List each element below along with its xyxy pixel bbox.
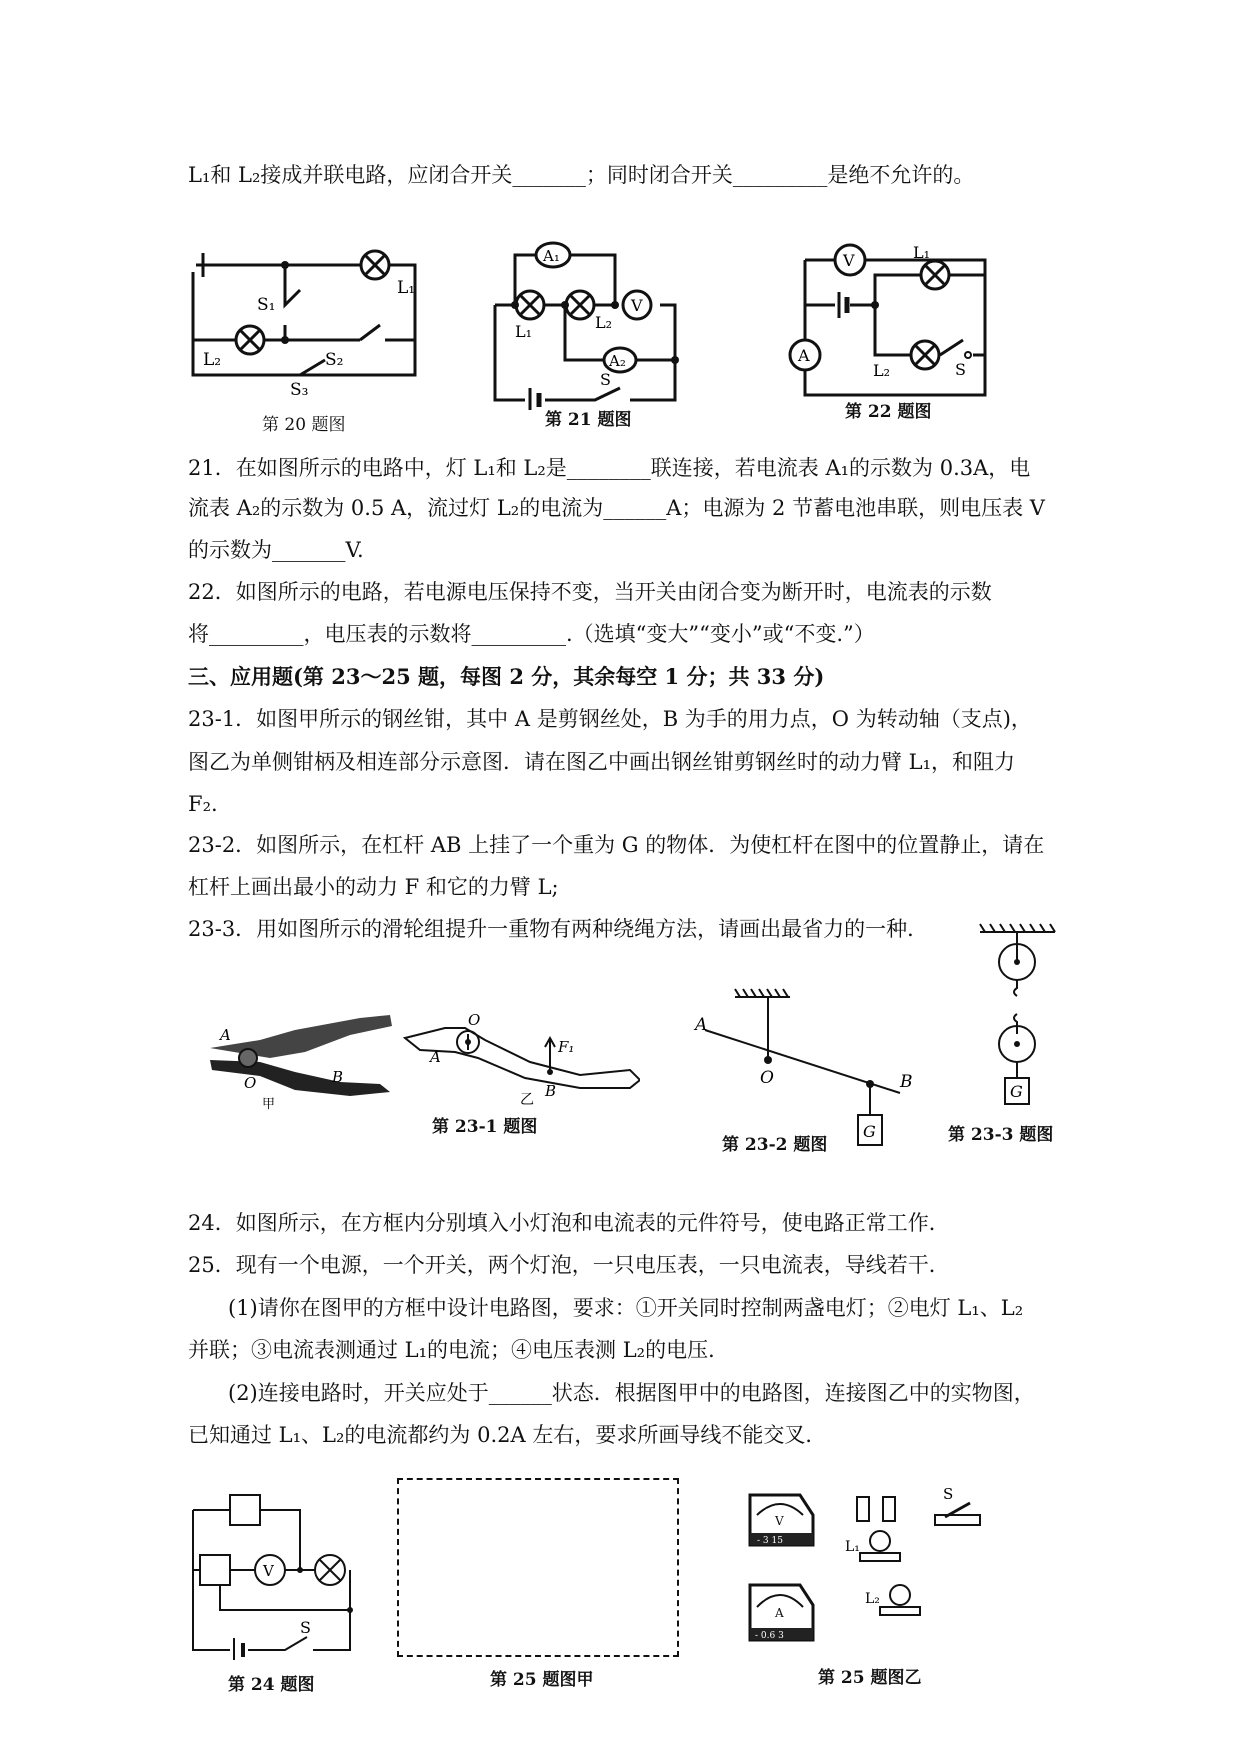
- figure-25-jia-design-box[interactable]: [397, 1478, 679, 1657]
- fig21-label-V: V: [631, 296, 643, 315]
- figure-25-yi-components: [745, 1485, 1005, 1660]
- fig23-1-label-B2: B: [545, 1082, 557, 1100]
- fig23-2-label-O: O: [760, 1068, 774, 1088]
- figure-21-circuit: [485, 240, 685, 410]
- fig20-label-L2: L₂: [203, 350, 222, 370]
- fig20-label-S3: S₃: [290, 380, 309, 395]
- fig22-caption: 第 22 题图: [845, 402, 932, 422]
- q21-line2: 流表 A₂的示数为 0.5 A，流过灯 L₂的电流为______A；电源为 2 节蓄电池串联，则电压表 V: [188, 496, 1045, 520]
- fig23-2-label-B: B: [900, 1072, 913, 1092]
- fig25-ammeter-scale: - 0.6 3: [755, 1631, 784, 1641]
- fig21-label-A2: A₂: [609, 352, 626, 370]
- q23-1-line3: F₂.: [188, 792, 218, 816]
- fig23-1-label-O: O: [244, 1074, 257, 1092]
- fig25-bulb-L1: L₁: [845, 1539, 860, 1555]
- q25-part1-line2: 并联；③电流表测通过 L₁的电流；④电压表测 L₂的电压．: [188, 1338, 730, 1362]
- q25-part1-line1: (1)请你在图甲的方框中设计电路图，要求：①开关同时控制两盏电灯；②电灯 L₁、L₂: [228, 1296, 1024, 1320]
- bulb-L1-icon: [845, 1531, 900, 1561]
- fig25-bulb-L2: L₂: [865, 1591, 880, 1607]
- q23-2-line1: 23-2．如图所示，在杠杆 AB 上挂了一个重为 G 的物体．为使杠杆在图中的位置静止，请在: [188, 833, 1045, 857]
- fig23-1-label-A2: A: [430, 1048, 441, 1066]
- fig20-label-S1: S₁: [257, 295, 276, 315]
- fig25-yi-caption: 第 25 题图乙: [818, 1668, 922, 1688]
- ammeter-icon: [750, 1585, 813, 1641]
- fig21-label-A1: A₁: [543, 247, 560, 265]
- q21-line3: 的示数为_______V.: [188, 538, 364, 562]
- fig23-1-label-A: A: [220, 1026, 231, 1044]
- fig23-3-label-G: G: [1010, 1082, 1023, 1101]
- q25-part2-line2: 已知通过 L₁、L₂的电流都约为 0.2A 左右，要求所画导线不能交叉．: [188, 1423, 827, 1447]
- q23-2-line2: 杠杆上画出最小的动力 F 和它的力臂 L;: [188, 875, 559, 899]
- q23-3-line: 23-3．用如图所示的滑轮组提升一重物有两种绕绳方法，请画出最省力的一种．: [188, 917, 929, 941]
- fig23-3-caption: 第 23-3 题图: [948, 1125, 1054, 1145]
- fig23-2-caption: 第 23-2 题图: [722, 1135, 828, 1155]
- fig22-label-S: S: [955, 360, 966, 379]
- fig21-label-L1: L₁: [515, 322, 533, 341]
- q23-1-line2: 图乙为单侧钳柄及相连部分示意图．请在图乙中画出钢丝钳剪钢丝时的动力臂 L₁，和阻力: [188, 750, 1016, 774]
- figure-20-circuit: [185, 245, 425, 395]
- fig23-1-label-O2: O: [468, 1011, 481, 1029]
- fig25-jia-caption: 第 25 题图甲: [490, 1670, 594, 1690]
- fig25-voltmeter-V: V: [775, 1514, 784, 1528]
- fig24-label-S: S: [300, 1618, 311, 1637]
- q25-part2-line1: (2)连接电路时，开关应处于______状态．根据图甲中的电路图，连接图乙中的实物图，: [228, 1381, 1035, 1405]
- fig24-label-V: V: [263, 1562, 274, 1580]
- fig21-label-L2: L₂: [595, 313, 613, 332]
- switch-icon: [935, 1485, 980, 1525]
- fig20-label-L1: L₁: [397, 278, 416, 298]
- fig23-1-label-yi: 乙: [520, 1092, 534, 1108]
- fig23-1-label-B: B: [332, 1068, 344, 1086]
- fig23-1-label-F1: F₁: [558, 1038, 575, 1056]
- fig22-label-L1: L₁: [913, 243, 931, 262]
- fig25-switch-S: S: [943, 1485, 954, 1503]
- fig21-caption: 第 21 题图: [545, 410, 632, 430]
- fig23-1-caption: 第 23-1 题图: [432, 1117, 538, 1137]
- fig22-label-A: A: [798, 346, 810, 365]
- fig20-label-S2: S₂: [325, 350, 344, 370]
- q22-line1: 22．如图所示的电路，若电源电压保持不变，当开关由闭合变为断开时，电流表的示数: [188, 580, 992, 604]
- fig22-label-L2: L₂: [873, 361, 891, 380]
- figure-24-circuit: [185, 1485, 365, 1660]
- section-3-heading: 三、应用题(第 23～25 题，每图 2 分，其余每空 1 分；共 33 分): [188, 664, 825, 689]
- fig20-caption: 第 20 题图: [262, 415, 346, 435]
- fig22-label-V: V: [843, 251, 855, 270]
- q21-line1: 21．在如图所示的电路中，灯 L₁和 L₂是________联连接，若电流表 A₁的示数为 0.3A，电: [188, 456, 1031, 480]
- fig23-1-label-jia: 甲: [262, 1097, 276, 1110]
- figure-22-circuit: [785, 240, 995, 405]
- figure-23-1-pliers: [200, 1000, 640, 1110]
- q22-line2: 将_________，电压表的示数将_________.（选填“变大”“变小”或“不变.”）: [188, 622, 875, 646]
- fig23-2-label-G: G: [863, 1122, 876, 1141]
- q24-line: 24．如图所示，在方框内分别填入小灯泡和电流表的元件符号，使电路正常工作．: [188, 1211, 950, 1235]
- voltmeter-icon: [750, 1495, 813, 1546]
- figure-23-3-pulleys: [975, 920, 1075, 1140]
- fig21-label-S: S: [600, 370, 611, 389]
- fig24-caption: 第 24 题图: [228, 1675, 315, 1695]
- q20-text: L₁和 L₂接成并联电路，应闭合开关_______；同时闭合开关_________是绝不允许的。: [188, 163, 975, 187]
- bulb-L2-icon: [865, 1585, 920, 1615]
- q23-1-line1: 23-1．如图甲所示的钢丝钳，其中 A 是剪钢丝处，B 为手的用力点，O 为转动轴（支点)，: [188, 707, 1032, 731]
- fig25-ammeter-A: A: [775, 1606, 784, 1620]
- fig25-voltmeter-scale: - 3 15: [757, 1536, 783, 1546]
- fig23-2-label-A: A: [695, 1015, 708, 1035]
- q25-line: 25．现有一个电源，一个开关，两个灯泡，一只电压表，一只电流表，导线若干．: [188, 1253, 950, 1277]
